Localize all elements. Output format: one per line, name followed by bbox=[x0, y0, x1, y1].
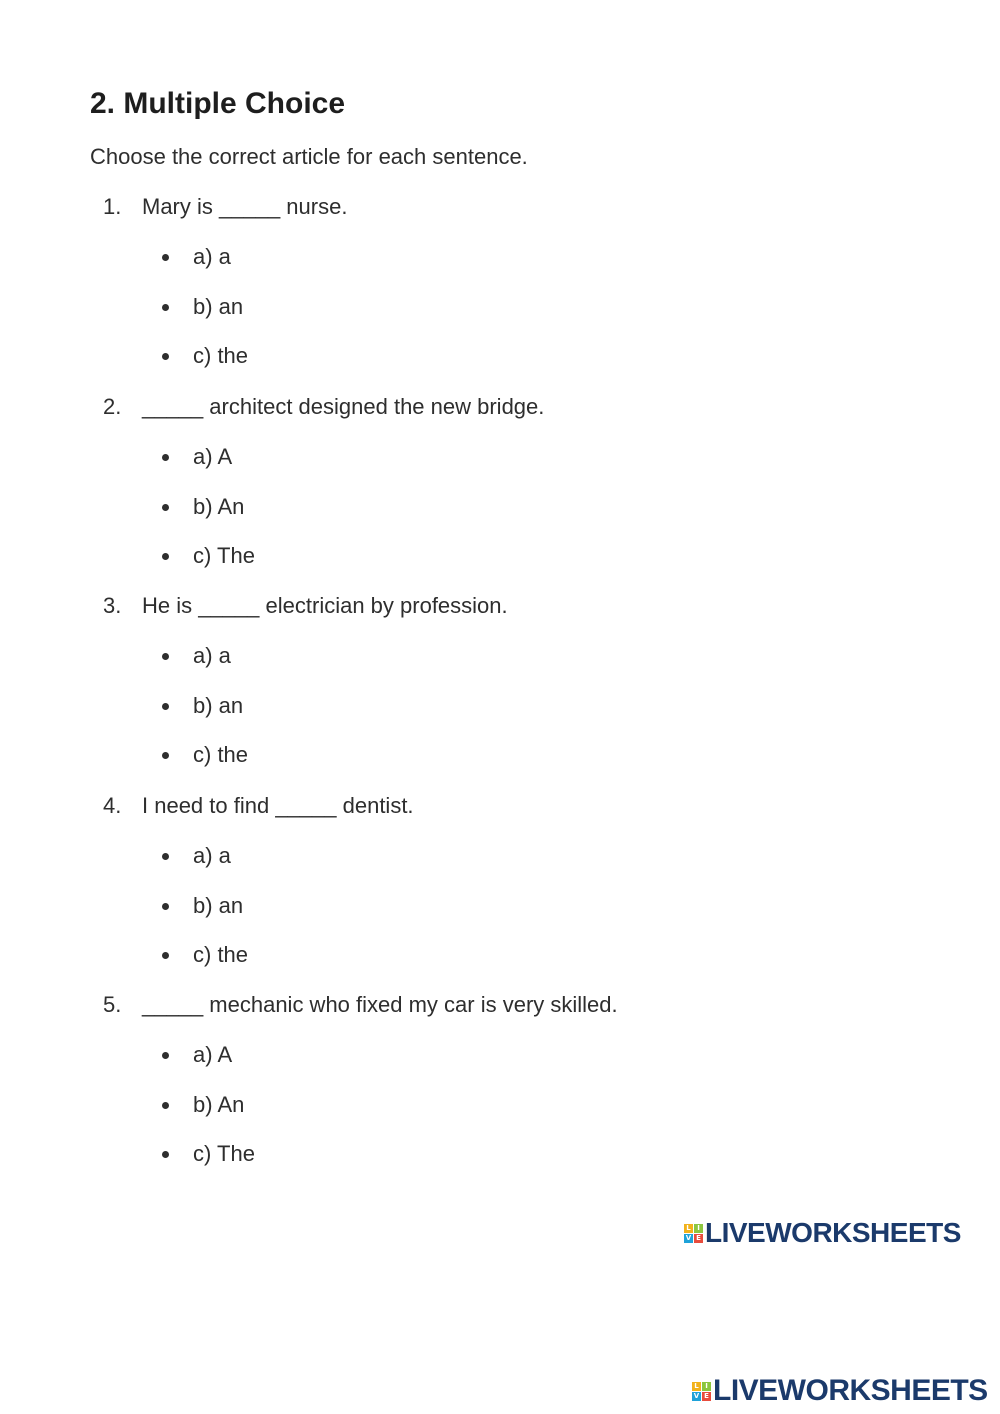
answer-option[interactable]: a) a bbox=[193, 643, 231, 668]
bullet-icon bbox=[162, 703, 169, 710]
answer-option[interactable]: b) An bbox=[193, 494, 245, 519]
liveworksheets-mark-icon: L I V E bbox=[684, 1224, 703, 1243]
answer-option[interactable]: b) an bbox=[193, 893, 244, 918]
bullet-icon bbox=[162, 254, 169, 261]
bullet-icon bbox=[162, 903, 169, 910]
liveworksheets-footer-logo bbox=[692, 1376, 988, 1406]
bullet-icon bbox=[162, 454, 169, 461]
liveworksheets-wordmark: LIVEWORKSHEETS bbox=[713, 1374, 988, 1407]
answer-option[interactable]: a) A bbox=[193, 1042, 233, 1067]
bullet-icon bbox=[162, 853, 169, 860]
answer-option[interactable]: a) a bbox=[193, 244, 231, 269]
question-text: Mary is _____ nurse. bbox=[142, 194, 348, 219]
answer-option[interactable]: c) The bbox=[193, 1141, 255, 1166]
question-number: 1. bbox=[103, 194, 122, 219]
bullet-icon bbox=[162, 504, 169, 511]
answer-option[interactable]: b) an bbox=[193, 294, 244, 319]
bullet-icon bbox=[162, 353, 169, 360]
question-number: 3. bbox=[103, 593, 122, 618]
answer-option[interactable]: c) the bbox=[193, 942, 249, 967]
bullet-icon bbox=[162, 304, 169, 311]
question-number: 5. bbox=[103, 992, 122, 1017]
question-text: _____ architect designed the new bridge. bbox=[142, 394, 545, 419]
answer-option[interactable]: c) the bbox=[193, 742, 249, 767]
liveworksheets-mark-icon: L I V E bbox=[692, 1382, 711, 1401]
answer-option[interactable]: b) An bbox=[193, 1092, 245, 1117]
question-text: He is _____ electrician by profession. bbox=[142, 593, 508, 618]
bullet-icon bbox=[162, 952, 169, 959]
answer-option[interactable]: a) a bbox=[193, 843, 231, 868]
answer-option[interactable]: c) The bbox=[193, 543, 255, 568]
bullet-icon bbox=[162, 1052, 169, 1059]
instructions-text: Choose the correct article for each sentence. bbox=[90, 144, 528, 169]
liveworksheets-wordmark: LIVEWORKSHEETS bbox=[705, 1217, 961, 1248]
question-text: I need to find _____ dentist. bbox=[142, 793, 414, 818]
section-title: 2. Multiple Choice bbox=[90, 87, 346, 120]
answer-option[interactable]: a) A bbox=[193, 444, 233, 469]
bullet-icon bbox=[162, 1102, 169, 1109]
question-number: 4. bbox=[103, 793, 122, 818]
bullet-icon bbox=[162, 752, 169, 759]
liveworksheets-logo bbox=[684, 1218, 961, 1248]
answer-option[interactable]: c) the bbox=[193, 343, 249, 368]
bullet-icon bbox=[162, 1151, 169, 1158]
question-text: _____ mechanic who fixed my car is very skilled. bbox=[142, 992, 618, 1017]
bullet-icon bbox=[162, 553, 169, 560]
question-number: 2. bbox=[103, 394, 122, 419]
bullet-icon bbox=[162, 653, 169, 660]
answer-option[interactable]: b) an bbox=[193, 693, 244, 718]
